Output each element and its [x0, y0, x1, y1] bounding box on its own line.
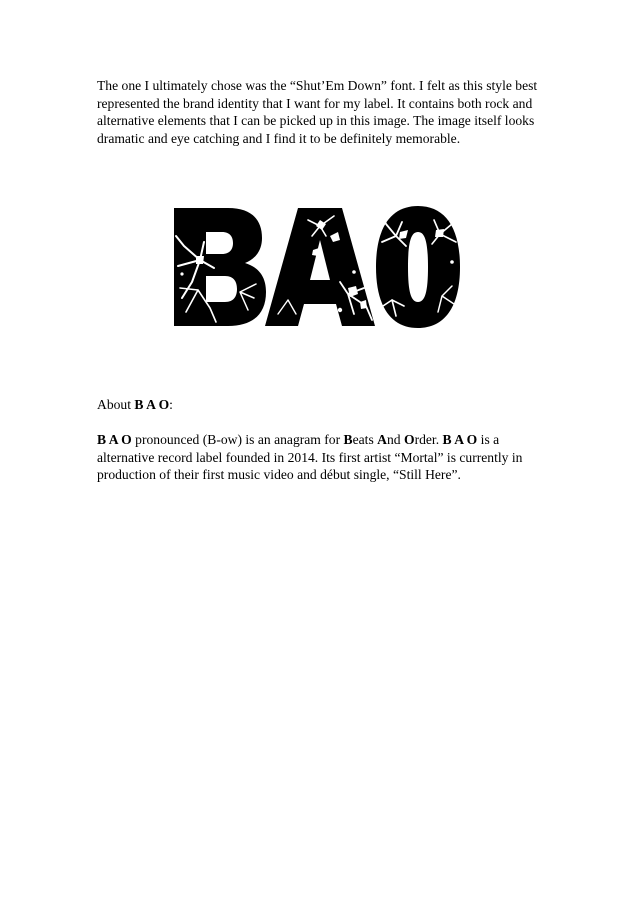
description-paragraph [97, 431, 547, 484]
acronym-initial-b: B [343, 432, 353, 447]
acronym-word-3-rest: rder. [414, 432, 443, 447]
intro-paragraph: The one I ultimately chose was the “Shut’Em Down” font. I felt as this style best represented the brand identity that I want for my label. It contains both rock and alternative elements that I can be picked up in this image. The image itself looks dramatic and eye catching and I find it to be definitely memorable. [97, 78, 538, 146]
description-name-again: B A O [442, 432, 478, 447]
bao-logo-image [170, 202, 462, 332]
acronym-initial-o: O [403, 432, 415, 447]
about-suffix: : [169, 397, 173, 412]
about-heading [97, 396, 173, 414]
acronym-word-2-rest: nd [386, 432, 404, 447]
acronym-initial-a: A [377, 432, 387, 447]
bao-logo-svg [170, 202, 462, 332]
description-part2: is a alternative record label founded in 2014. Its first artist “Mortal” is currently in production of their first music video and début single, “Still Here”. [97, 432, 523, 483]
description-name: B A O [97, 432, 132, 447]
about-prefix: About [97, 397, 135, 412]
description-part1: pronounced (B-ow) is an anagram for [131, 432, 344, 447]
about-name: B A O [134, 397, 170, 412]
acronym-word-1-rest: eats [352, 432, 378, 447]
logo-letter-o [376, 206, 460, 328]
